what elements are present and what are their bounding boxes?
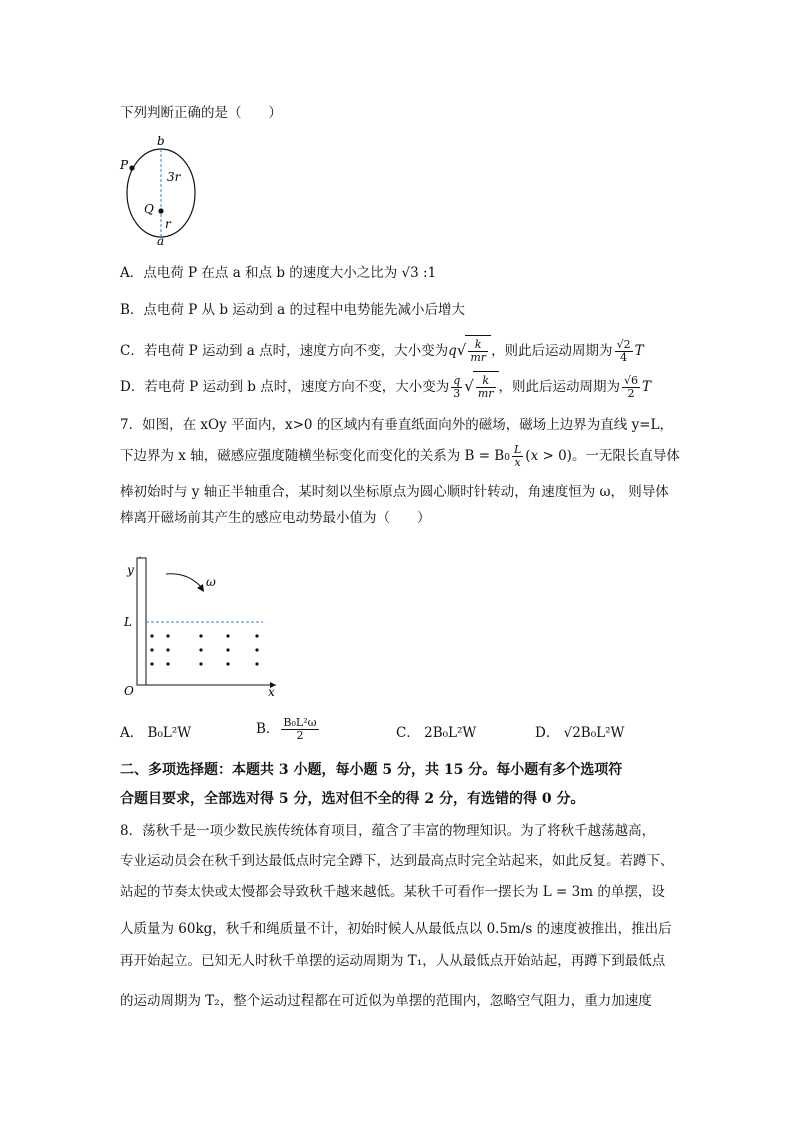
q7-option-b-den: 2 — [296, 729, 304, 742]
q6-option-a: A．点电荷 P 在点 a 和点 b 的速度大小之比为 √3 :1 — [120, 265, 437, 281]
label-omega: ω — [206, 575, 216, 589]
q7-option-d: D． √2B₀L²W — [535, 725, 625, 741]
q7-line2b: 。一无限长直导体 — [571, 448, 680, 464]
magnetic-field-dots — [150, 634, 258, 665]
q8-line4: 人质量为 60kg，秋千和绳质量不计，初始时候人从最低点以 0.5m/s 的速度被推出，推出后 — [120, 921, 672, 937]
rotation-arrow — [166, 574, 202, 588]
q7-option-b-prefix: B． — [256, 721, 280, 737]
q8-line3: 站起的节奏太快或太慢都会导致秋千越来越低。某秋千可看作一摆长为 L = 3m 的单摆，设 — [120, 884, 665, 900]
section-heading-line1: 二、多项选择题：本题共 3 小题，每小题 5 分，共 15 分。每小题有多个选项符 — [120, 762, 623, 778]
q8-line2: 专业运动员会在秋千到达最低点时完全蹲下，达到最高点时完全站起来，如此反复。若蹲下、 — [120, 853, 674, 869]
q6-option-d-text: D．若电荷 P 运动到 b 点时，速度方向不变，大小变为 — [120, 379, 450, 395]
label-3r: 3r — [167, 170, 181, 184]
point-Q — [158, 208, 163, 213]
label-Q: Q — [144, 202, 154, 216]
q7-line4: 棒离开磁场前其产生的感应电动势最小值为（ ） — [120, 510, 431, 526]
q8-line5: 再开始起立。已知无人时秋千单摆的运动周期为 T₁，人从最低点开始站起，再蹲下到最低点 — [120, 953, 666, 969]
conductor-rod — [137, 558, 146, 685]
q7-option-b — [256, 712, 321, 746]
q6-option-c-text: C．若电荷 P 运动到 a 点时，速度方向不变，大小变为 — [120, 343, 449, 359]
label-y: y — [127, 563, 134, 577]
q7-option-b-num: B₀L²ω — [283, 716, 317, 729]
q6-option-d: D．若电荷 P 运动到 b 点时，速度方向不变，大小变为 $\frac{q}{3}$ √ $\frac{k}{mr}$ ，则此后运动周期为 $\frac{√6}{2}$ T — [120, 371, 651, 401]
q7-option-c: C． 2B₀L²W — [396, 725, 477, 741]
label-P: P — [120, 158, 129, 172]
orbit-ellipse — [127, 149, 195, 237]
label-a: a — [157, 234, 165, 248]
q8-line6: 的运动周期为 T₂，整个运动过程都在可近似为单摆的范围内，忽略空气阻力，重力加速度 — [120, 993, 652, 1009]
label-b: b — [157, 134, 165, 148]
section-heading-line2: 合题目要求，全部选对得 5 分，选对但不全的得 2 分，有选错的得 0 分。 — [120, 791, 585, 807]
point-P — [129, 165, 134, 170]
q7-line2a: 下边界为 x 轴，磁感应强度随横坐标变化而变化的关系为 B = B — [120, 448, 505, 464]
label-L: L — [124, 615, 132, 629]
q7-line1: 7．如图，在 xOy 平面内，x>0 的区域内有垂直纸面向外的磁场，磁场上边界为直线 y=L， — [120, 417, 673, 433]
label-O: O — [124, 684, 134, 698]
q6-option-b: B．点电荷 P 从 b 运动到 a 的过程中电势能先减小后增大 — [120, 302, 465, 318]
label-r: r — [165, 217, 171, 231]
q7-field-figure — [118, 550, 288, 700]
q7-line2: 下边界为 x 轴，磁感应强度随横坐标变化而变化的关系为 B = B0 $\frac{L}{x}$ (x > 0)。一无限长直导体 — [120, 443, 680, 469]
q8-line1: 8．荡秋千是一项少数民族传统体育项目，蕴含了丰富的物理知识。为了将秋千越荡越高， — [120, 823, 656, 839]
q7-option-a: A． B₀L²W — [120, 725, 192, 741]
q6-orbit-figure — [115, 133, 210, 248]
q6-option-c-tail: ，则此后运动周期为 — [491, 343, 613, 359]
q7-line3: 棒初始时与 y 轴正半轴重合，某时刻以坐标原点为圆心顺时针转动，角速度恒为 ω， 则导体 — [120, 484, 669, 500]
label-x: x — [268, 685, 275, 699]
q6-stem: 下列判断正确的是（ ） — [120, 105, 282, 121]
q6-option-c: C．若电荷 P 运动到 a 点时，速度方向不变，大小变为q√ $\frac{k}{mr}$ ，则此后运动周期为 $\frac{√2}{4}$ T — [120, 335, 644, 365]
q6-option-d-tail: ，则此后运动周期为 — [498, 379, 621, 395]
